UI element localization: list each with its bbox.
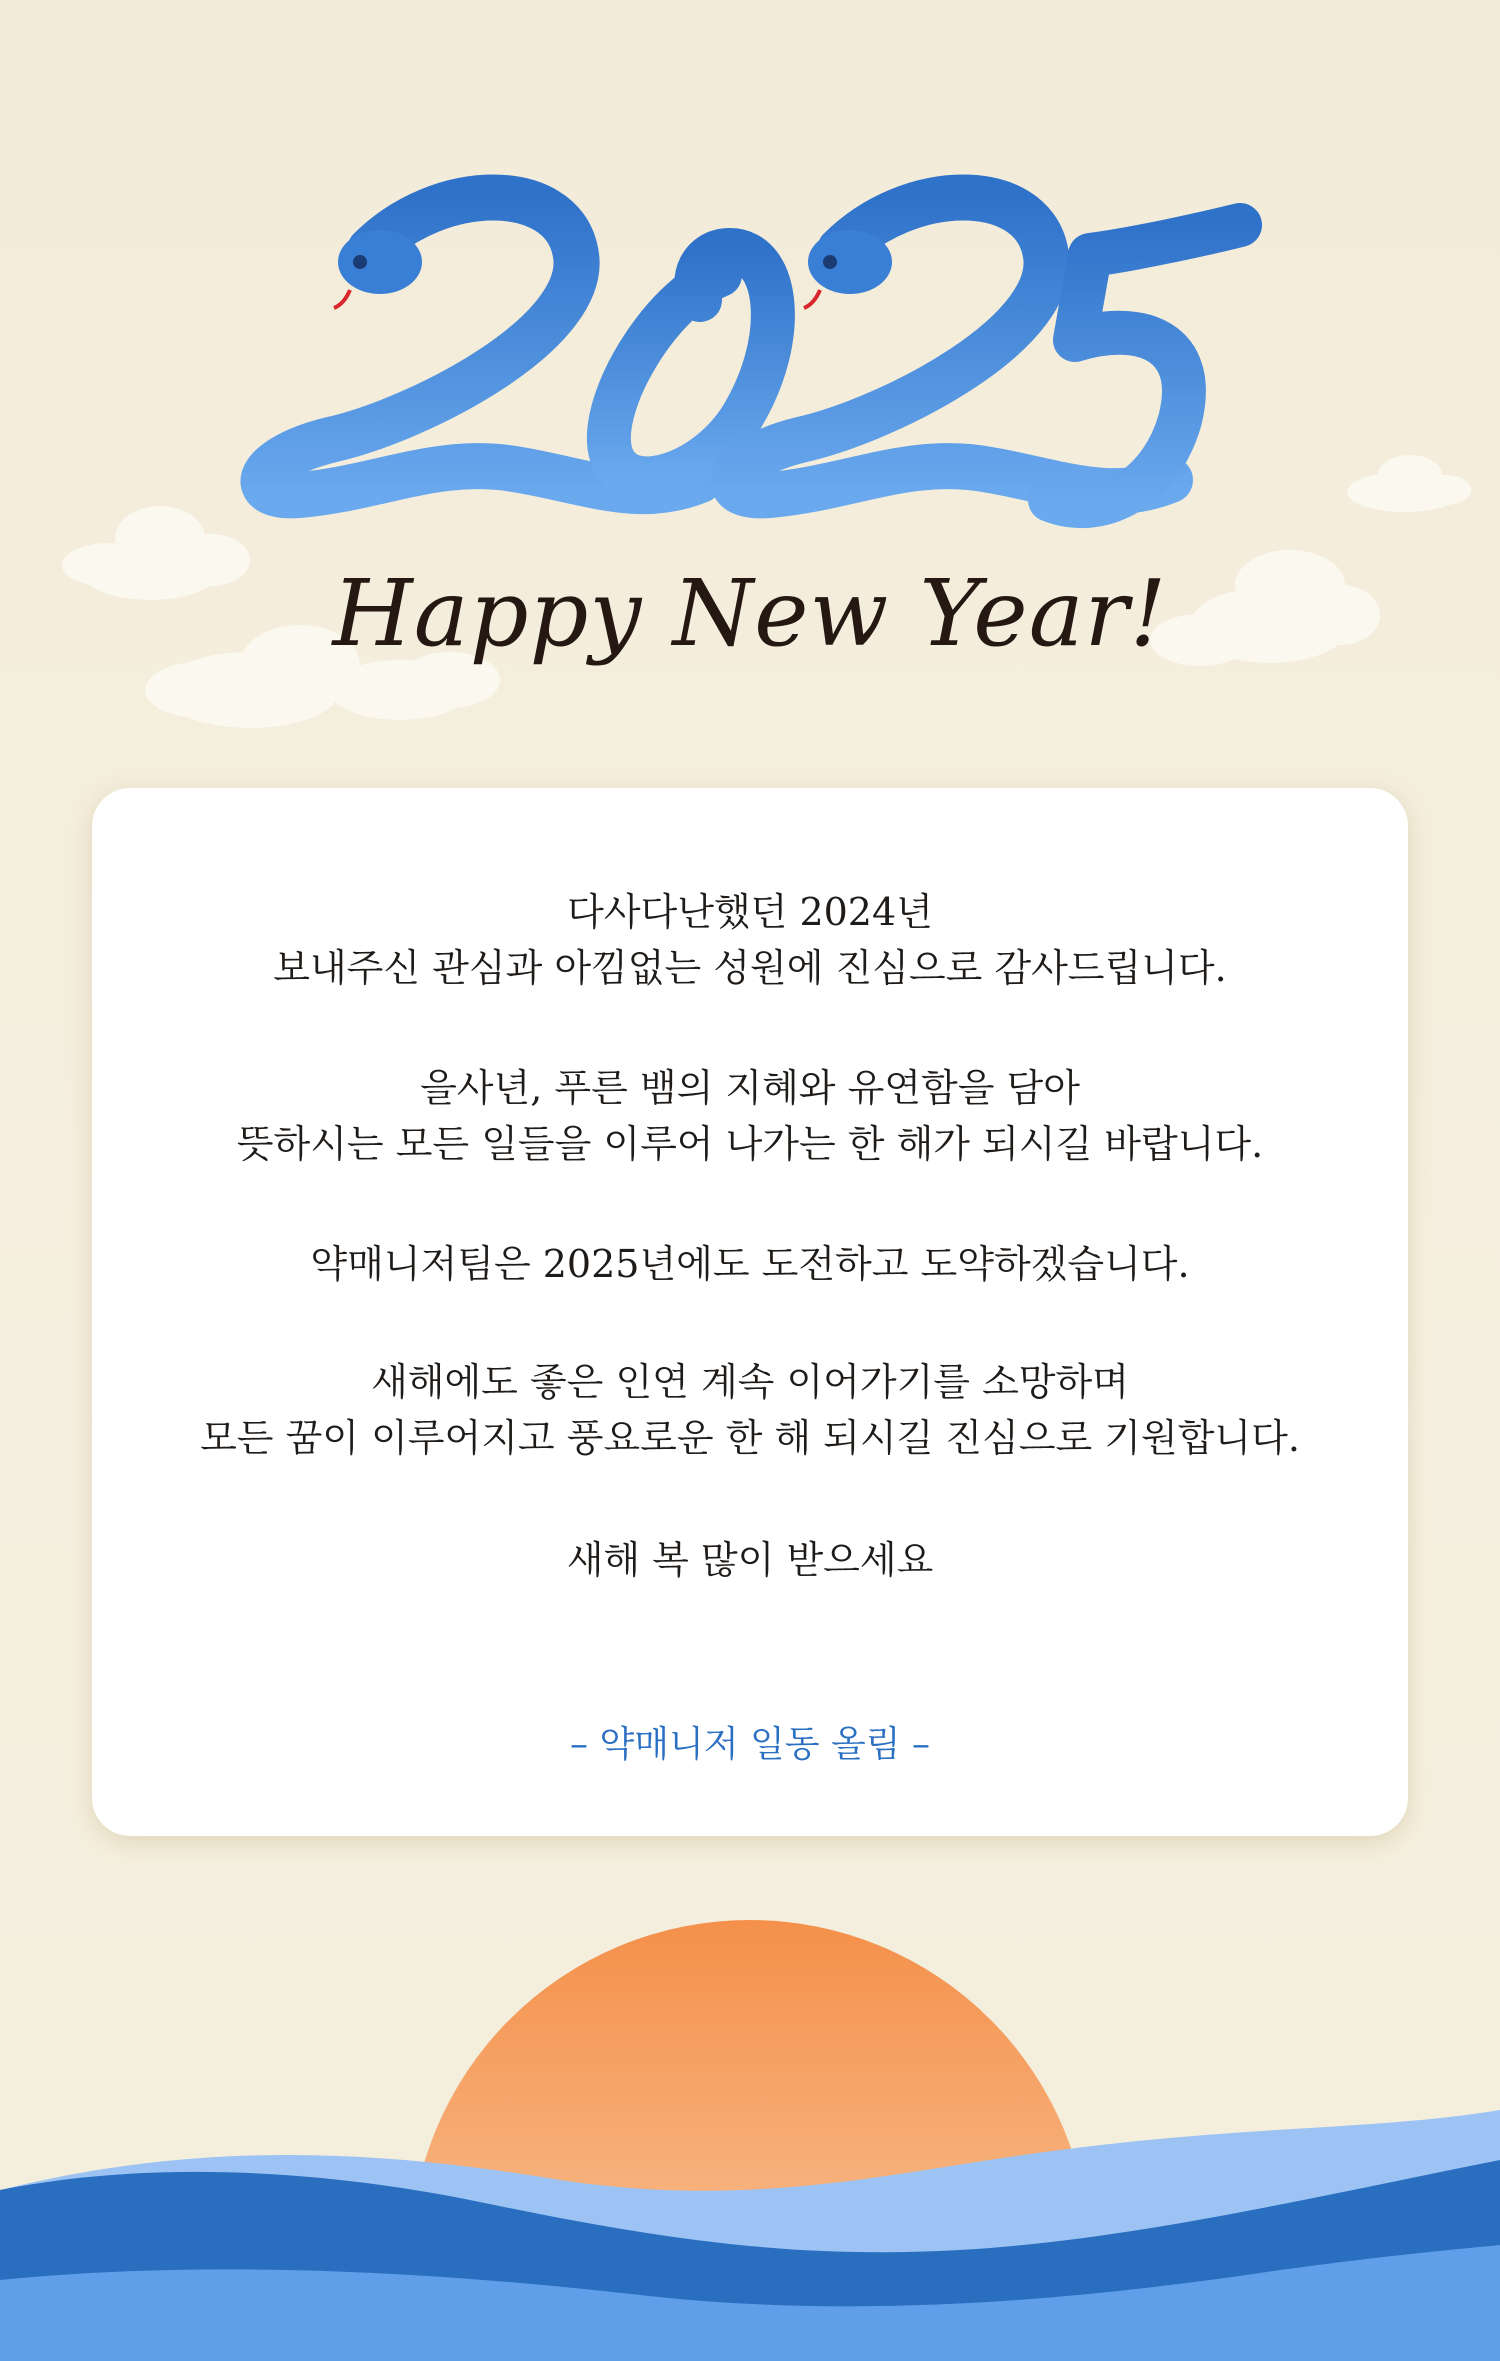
message-line: 보내주신 관심과 아낌없는 성원에 진심으로 감사드립니다. [273, 946, 1227, 990]
message-paragraph-1 [92, 884, 1408, 996]
signature: – 약매니저 일동 올림 – [570, 1724, 930, 1765]
message-line: 뜻하시는 모든 일들을 이루어 나가는 한 해가 되시길 바랍니다. [236, 1122, 1264, 1166]
message-paragraph-5 [92, 1532, 1408, 1588]
sunrise-scenery [0, 1900, 1500, 2361]
cloud-icon [1347, 455, 1471, 512]
message-line: 새해에도 좋은 인연 계속 이어가기를 소망하며 [371, 1360, 1129, 1404]
message-line: 모든 꿈이 이루어지고 풍요로운 한 해 되시길 진심으로 기원합니다. [200, 1416, 1300, 1460]
message-line: 다사다난했던 2024년 [567, 890, 933, 934]
message-line: 새해 복 많이 받으세요 [566, 1538, 934, 1582]
message-paragraph-4 [92, 1354, 1408, 1466]
year-label [0, 0, 1500, 1]
snake-head-icon [334, 230, 422, 308]
message-paragraph-3 [92, 1236, 1408, 1292]
greeting-title: Happy New Year! [332, 560, 1168, 667]
message-line: 을사년, 푸른 뱀의 지혜와 유연함을 담아 [420, 1066, 1080, 1110]
message-paragraph-2 [92, 1060, 1408, 1172]
message-card [92, 788, 1408, 1836]
snake-head-icon [804, 230, 892, 308]
message-line: 약매니저팀은 2025년에도 도전하고 도약하겠습니다. [310, 1242, 1190, 1286]
hero-section [0, 0, 1500, 760]
